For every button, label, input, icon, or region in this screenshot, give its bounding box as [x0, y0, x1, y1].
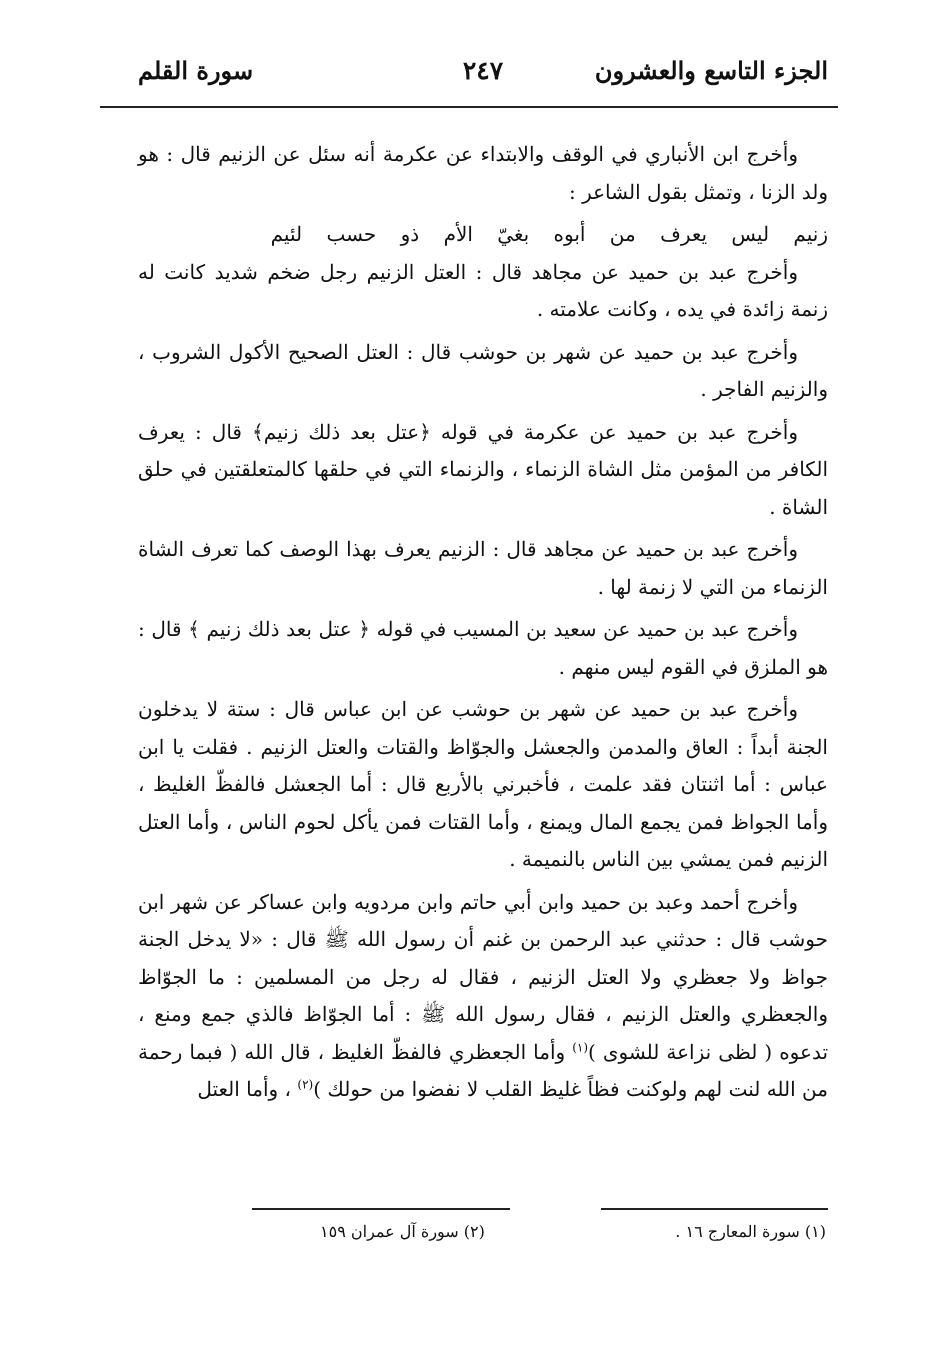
part-title: الجزء التاسع والعشرون: [594, 56, 828, 85]
paragraph-text: وأخرج أحمد وعبد بن حميد وابن أبي حاتم وابن مردويه وابن عساكر عن شهر ابن حوشب قال : حدثني عبد الرحمن بن غنم أن رسول الله ﷺ قال : «لا يدخل الجنة جواظ ولا جعظري ولا العتل الزنيم ، فقال له رجل من المسلمين : ما الجوّاظ والجعظري والعتل الزنيم ، فقال رسول الله ﷺ : أما الجوّاظ فالذي جمع ومنع ، تدعوه ( لظى نزاعة للشوى ): [138, 889, 829, 1064]
footnote-ref-1: (١): [572, 1039, 589, 1054]
paragraph: وأخرج ابن الأنباري في الوقف والابتداء عن عكرمة أنه سئل عن الزنيم قال : هو ولد الزنا ، وتمثل بقول الشاعر :: [138, 142, 828, 204]
paragraph: وأخرج عبد بن حميد عن سعيد بن المسيب في قوله ﴿ عتل بعد ذلك زنيم ﴾ قال : هو الملزق في القوم ليس منهم .: [138, 617, 828, 679]
paragraph: وأخرج عبد بن حميد عن مجاهد قال : العتل الزنيم رجل ضخم شديد كانت له زنمة زائدة في يده ، وكانت علامته .: [138, 259, 828, 321]
footnote-2: (٢) سورة آل عمران ١٥٩: [320, 1222, 485, 1241]
footnote-ref-2: (٢): [297, 1077, 314, 1092]
page-number: ٢٤٧: [462, 56, 504, 85]
main-text: [138, 136, 828, 1114]
paragraph: وأخرج عبد بن حميد عن مجاهد قال : الزنيم يعرف بهذا الوصف كما تعرف الشاة الزنماء من التي لا زنمة لها .: [138, 537, 828, 599]
paragraph: وأخرج عبد بن حميد عن شهر بن حوشب عن ابن عباس قال : ستة لا يدخلون الجنة أبداً : العاق والمدمن والجعشل والجوّاظ والقتات والعتل الزنيم . فقلت يا ابن عباس : أما اثنتان فقد علمت ، فأخبرني بالأربع قال : أما الجعشل فالفظّ الغليظ ، وأما الجواظ فمن يجمع المال ويمنع ، وأما القتات فمن يأكل لحوم الناس ، وأما العتل الزنيم فمن يمشي بين الناس بالنميمة .: [138, 697, 828, 871]
footnote-divider: [252, 1208, 510, 1210]
surah-title: سورة القلم: [138, 56, 254, 85]
header-divider: [100, 106, 838, 108]
paragraph: وأخرج عبد بن حميد عن شهر بن حوشب قال : العتل الصحيح الأكول الشروب ، والزنيم الفاجر .: [138, 339, 828, 401]
paragraph-text: وأما الجعظري فالفظّ الغليظ ، قال الله ( فبما رحمة من الله لنت لهم ولوكنت فظاً غليظ القلب لا نفضوا من حولك ): [138, 1039, 828, 1101]
footnote-1: (١) سورة المعارج ١٦ .: [675, 1222, 826, 1241]
footnote-divider: [601, 1208, 828, 1210]
poetry-verse: زنيم ليس يعرف من أبوه بغيّ الأم ذو حسب لئيم: [270, 222, 828, 246]
paragraph: وأخرج عبد بن حميد عن عكرمة في قوله ﴿عتل بعد ذلك زنيم﴾ قال : يعرف الكافر من المؤمن مثل الشاة الزنماء ، والزنماء التي في حلقها كالمتعلقتين في حلق الشاة .: [138, 419, 828, 519]
running-header: [138, 56, 828, 102]
paragraph-text: ، وأما العتل: [197, 1077, 292, 1101]
paragraph: [138, 884, 828, 1109]
